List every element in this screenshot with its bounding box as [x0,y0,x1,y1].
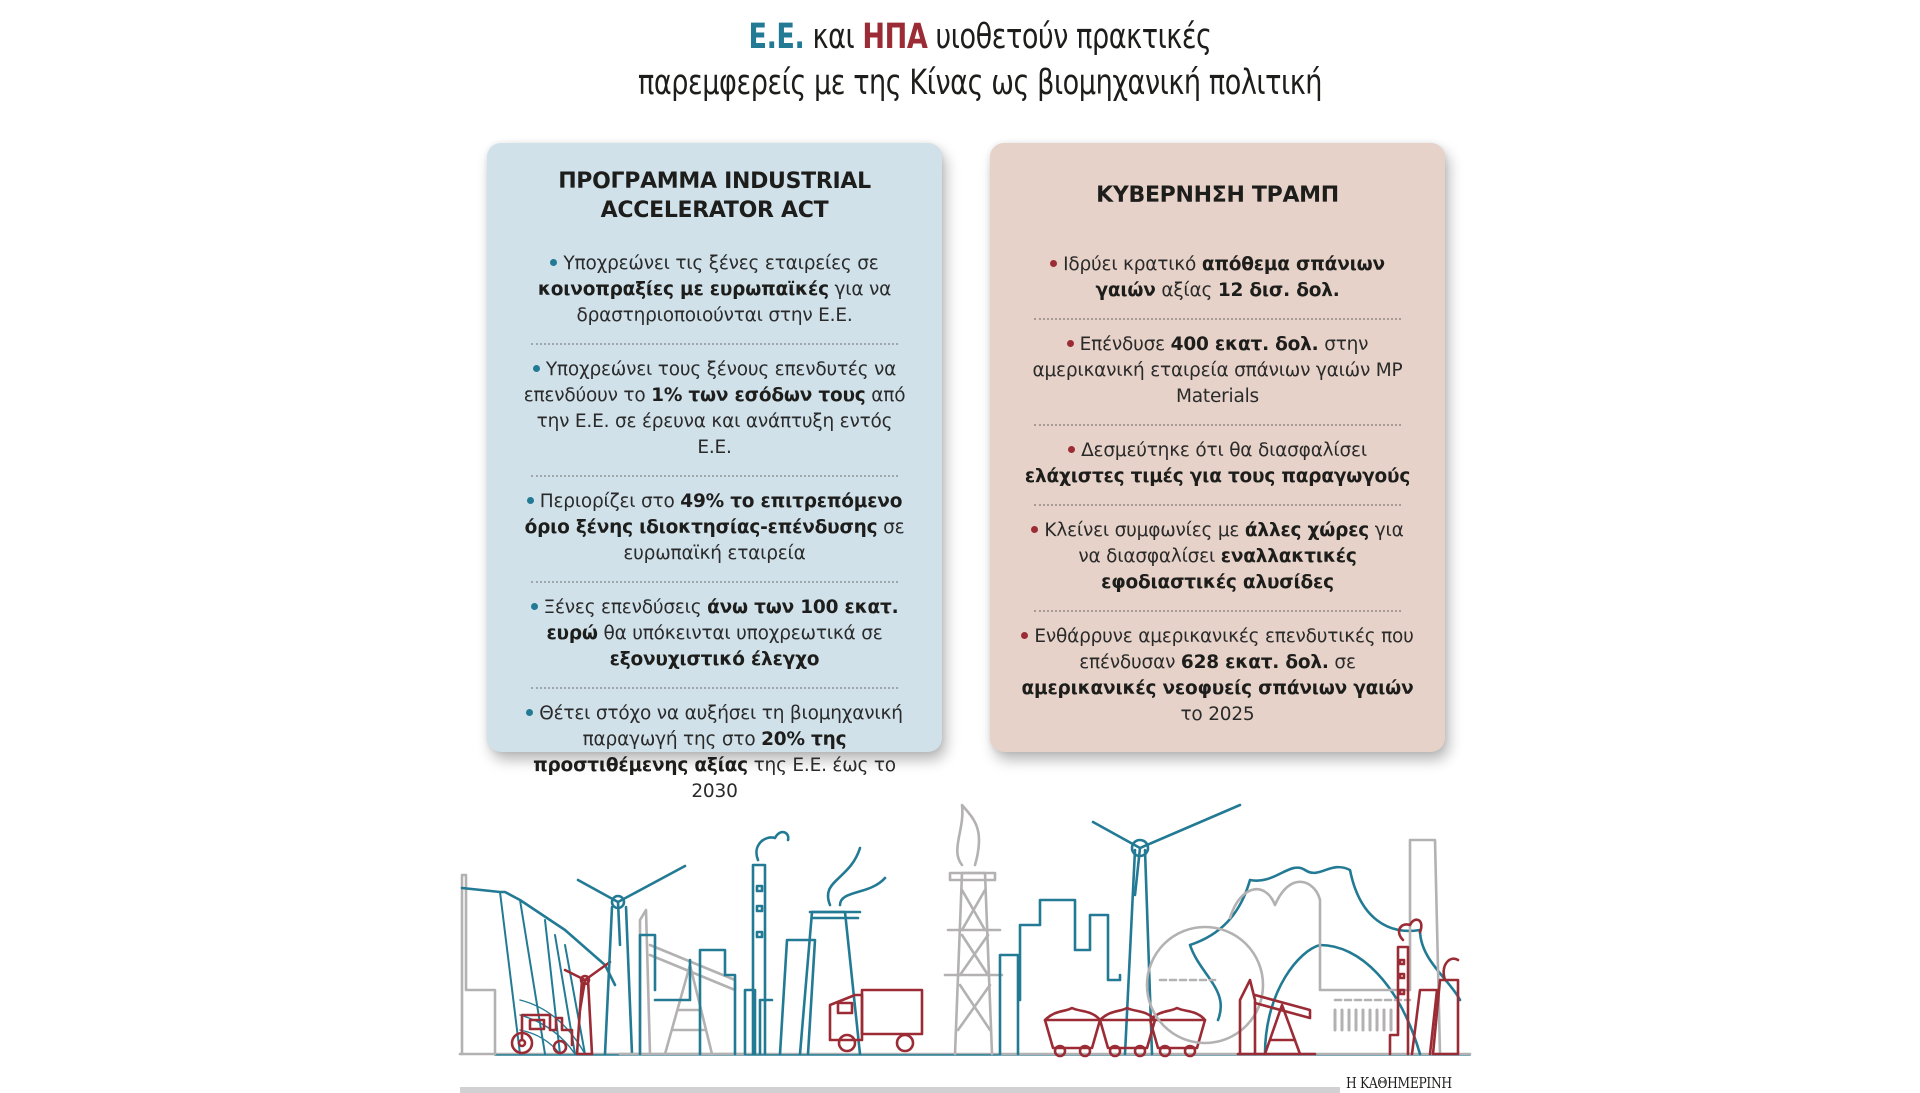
emphasis-text: αμερικανικές νεοφυείς σπάνιων γαιών [1021,678,1414,699]
usa-bullet-item [1020,246,1415,314]
trump-administration-card [990,143,1445,752]
usa-card-title: ΚΥΒΕΡΝΗΣΗ ΤΡΑΜΠ [1096,183,1339,208]
bullet-dot-icon [1021,632,1028,639]
bullet-dot-icon [1068,446,1075,453]
ground-line [460,1054,1470,1055]
dam-icon [462,875,615,1054]
body-text: από την Ε.Ε. σε έρευνα και ανάπτυξη εντός Ε.Ε. [536,385,906,458]
body-text: Θέτει στόχο να αυξήσει τη βιομηχανική παραγωγή της στο [539,703,903,750]
headline-usa: ΗΠΑ [862,17,928,57]
emphasis-text: εξονυχιστικό έλεγχο [609,649,820,670]
body-text: Ξένες επενδύσεις [543,597,708,618]
body-text: Επένδυσε [1079,334,1171,355]
emphasis-text: 12 δισ. δολ. [1217,280,1340,301]
footer-rule [460,1087,1340,1093]
bullet-dot-icon [1031,526,1038,533]
body-text: Υποχρεώνει τους ξένους επενδυτές να επενδύουν το [523,359,897,406]
body-text: Ιδρύει κρατικό [1063,254,1202,275]
eu-card-title [517,167,912,225]
dotted-divider [1034,318,1401,320]
publisher-credit: Η ΚΑΘΗΜΕΡΙΝΗ [1346,1074,1452,1092]
emphasis-text: 20% της προστιθέμενης αξίας [533,729,847,776]
body-text: θα υπόκεινται υποχρεωτικά σε [597,623,883,644]
body-text: Κλείνει συμφωνίες με [1044,520,1245,541]
emphasis-text: 628 εκατ. δολ. [1180,652,1329,673]
emphasis-text: κοινοπραξίες με ευρωπαϊκές [537,279,829,300]
body-text: αξίας [1155,280,1218,301]
bullet-dot-icon [1067,340,1074,347]
truck-icon [830,990,922,1051]
emphasis-text: 1% των εσόδων τους [651,385,866,406]
headline [0,14,1920,106]
body-text: στην αμερικανική εταιρεία σπάνιων γαιών MP Materials [1032,334,1403,407]
headline-rest: υιοθετούν πρακτικές [927,17,1212,57]
body-text: Δεσμεύτηκε ότι θα διασφαλίσει [1081,440,1367,461]
emphasis-text: 49% το επιτρεπόμενο όριο ξένης ιδιοκτησίας-επένδυσης [524,491,903,538]
cooling-tower-icon [780,848,885,1054]
emphasis-text: εναλλακτικές εφοδιαστικές αλυσίδες [1101,546,1357,593]
eu-bullet-item [517,351,912,471]
emphasis-text: άνω των 100 εκατ. ευρώ [546,597,899,644]
emphasis-text: άλλες χώρες [1244,520,1370,541]
gear-icon [1147,840,1460,1054]
industrial-skyline-illustration [455,780,1485,1060]
dotted-divider [531,343,898,345]
bullet-dot-icon [526,709,533,716]
bullet-dot-icon [527,497,534,504]
emphasis-text: 400 εκατ. δολ. [1170,334,1319,355]
usa-bullet-item [1020,618,1415,738]
eu-card-title-line-2: ACCELERATOR ACT [600,198,829,223]
dotted-divider [531,475,898,477]
headline-and: και [804,17,863,57]
eu-card-items [517,245,912,815]
eu-industrial-accelerator-card [487,143,942,802]
headline-line-2: παρεμφερείς με της Κίνας ως βιομηχανική πολιτική [637,63,1323,103]
emphasis-text: ελάχιστες τιμές για τους παραγωγούς [1024,466,1411,487]
dotted-divider [1034,610,1401,612]
body-text: σε ευρωπαϊκή εταιρεία [623,517,905,564]
body-text: για να διασφαλίσει [1078,520,1404,567]
usa-card-items [1020,246,1415,738]
body-text: Υποχρεώνει τις ξένες εταιρείες σε [563,253,879,274]
eu-bullet-item [517,245,912,339]
body-text: της Ε.Ε. έως το 2030 [691,755,896,802]
eu-bullet-item [517,483,912,577]
headline-line-1 [137,14,1823,60]
dotted-divider [1034,504,1401,506]
dotted-divider [531,687,898,689]
emphasis-text: απόθεμα σπάνιων γαιών [1095,254,1385,301]
body-text: το 2025 [1180,704,1255,725]
eu-bullet-item [517,589,912,683]
headline-eu: Ε.Ε. [748,17,805,57]
dotted-divider [1034,424,1401,426]
body-text: Περιορίζει στο [539,491,681,512]
oil-derrick-icon [945,805,1002,1054]
bullet-dot-icon [531,603,538,610]
wind-turbine-icon [578,866,685,1054]
dotted-divider [531,581,898,583]
body-text: για να δραστηριοποιούνται στην Ε.Ε. [576,279,892,326]
eu-card-title-line-1: ΠΡΟΓΡΑΜΜΑ INDUSTRIAL [558,169,871,194]
usa-bullet-item [1020,432,1415,500]
bullet-dot-icon [533,365,540,372]
body-text: Ενθάρρυνε αμερικανικές επενδυτικές που επένδυσαν [1034,626,1414,673]
bullet-dot-icon [1050,260,1057,267]
usa-bullet-item [1020,512,1415,606]
bullet-dot-icon [550,259,557,266]
usa-bullet-item [1020,326,1415,420]
body-text: σε [1328,652,1356,673]
factory-icon [1390,920,1458,1054]
